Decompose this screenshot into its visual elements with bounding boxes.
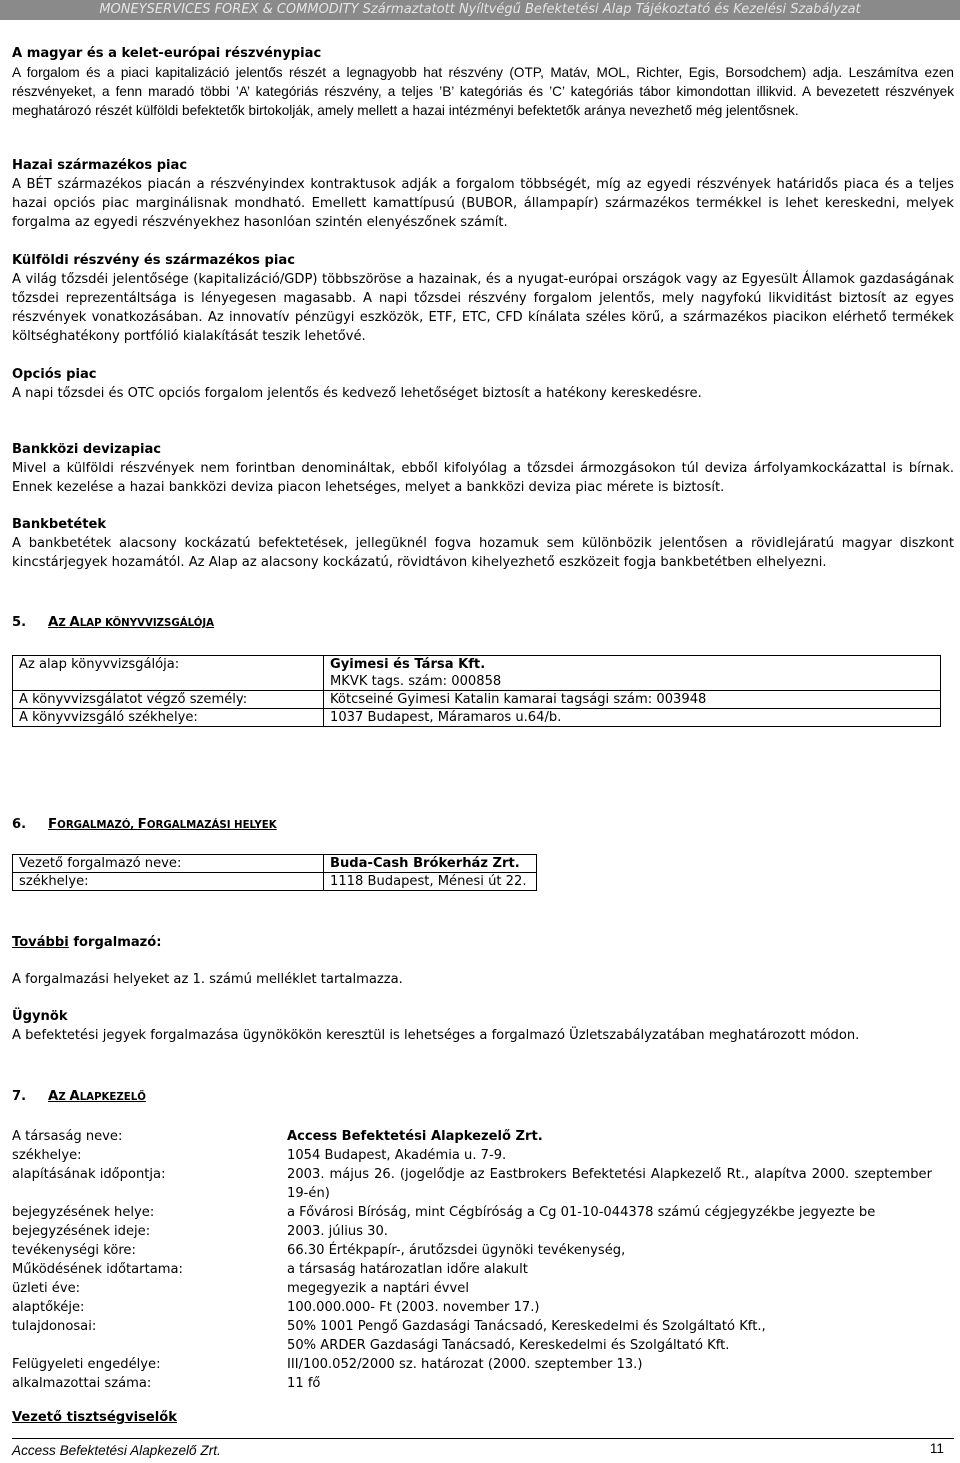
section-7-caption: AZ ALAPKEZELŐ [48, 1089, 146, 1104]
auditor-address-value: 1037 Budapest, Máramaros u.64/b. [324, 709, 941, 727]
distributor-label: Vezető forgalmazó neve: [13, 855, 324, 873]
agent-heading: Ügynök [12, 1009, 68, 1024]
auditor-address-label: A könyvvizsgáló székhelye: [13, 709, 324, 727]
officers-heading: Vezető tisztségviselők [12, 1410, 177, 1425]
audit-person-label: A könyvvizsgálatot végző személy: [13, 691, 324, 709]
table-row [13, 691, 941, 709]
heading-options-market: Opciós piac [12, 367, 97, 382]
agent-text: A befektetési jegyek forgalmazása ügynökökön keresztül is lehetséges a forgalmazó Üzletszabályzatában meghatározott módon. [12, 1028, 860, 1043]
heading-domestic-derivatives: Hazai származékos piac [12, 158, 188, 173]
section-hungarian-equity-market [12, 44, 954, 120]
section-7-number: 7. [12, 1089, 27, 1104]
table-row [13, 873, 537, 891]
section-6-number: 6. [12, 817, 27, 832]
section-bank-deposits [12, 515, 954, 572]
heading-fx-market: Bankközi devizapiac [12, 442, 162, 457]
heading-foreign-equity: Külföldi részvény és származékos piac [12, 253, 295, 268]
paragraph-fx-market: Mivel a külföldi részvények nem forintban denomináltak, ebből kifolyólag a tőzsdei ármozgásokon túl deviza árfolyamkockázattal is bírnak. Ennek kezelése a hazai bankközi deviza piacon lehetséges, melyet a bankközi deviza piac mérete is biztosít. [12, 461, 954, 495]
section-fx-market [12, 440, 954, 497]
paragraph-domestic-derivatives: A BÉT származékos piacán a részvényindex kontraktusok adják a forgalom többségét, míg az egyedi részvények határidős piaca és a teljes hazai opciós piac marginálisnak mondható. Emellett kamattípusú (BUBOR, állampapír) származékos termékkel is lehet kereskedni, melyek forgalma az egyedi részvényekhez hasonlóan szintén elenyészőnek számít. [12, 177, 954, 230]
section-7-title [12, 1087, 954, 1107]
distributor-address-label: székhelye: [13, 873, 324, 891]
paragraph-bank-deposits: A bankbetétek alacsony kockázatú befektetések, jellegüknél fogva hozamuk sem különbözik jelentősen a rövidlejáratú magyar diszkont kincstárjegyek hozamától. Az Alap az alacsony kockázatú, rövidtávon kihelyezhető eszközeit fogja bankbetétben elhelyezni. [12, 536, 954, 570]
section-foreign-equity [12, 251, 954, 346]
section-6-caption: FORGALMAZÓ, FORGALMAZÁSI HELYEK [48, 817, 277, 832]
further-distributor-text: A forgalmazási helyeket az 1. számú melléklet tartalmazza. [12, 972, 403, 987]
paragraph-options-market: A napi tőzsdei és OTC opciós forgalom jelentős és kedvező lehetőséget biztosít a hatékony kereskedésre. [12, 386, 702, 401]
auditor-membership: MKVK tags. szám: 000858 [330, 674, 502, 689]
table-row [13, 709, 941, 727]
auditor-table [12, 655, 941, 727]
footer-company: Access Befektetési Alapkezelő Zrt. [12, 1443, 221, 1458]
section-6-title [12, 815, 954, 835]
distributor-name: Buda-Cash Brókerház Zrt. [324, 855, 537, 873]
section-5-title [12, 613, 954, 633]
section-domestic-derivatives [12, 156, 954, 232]
audit-person-value: Kötcseiné Gyimesi Katalin kamarai tagsági szám: 003948 [324, 691, 941, 709]
heading-bank-deposits: Bankbetétek [12, 517, 107, 532]
distributor-table [12, 854, 537, 891]
auditor-value [324, 656, 941, 691]
footer-divider [12, 1438, 954, 1439]
running-header: MONEYSERVICES FOREX & COMMODITY Származtatott Nyíltvégű Befektetési Alap Tájékoztató és Kezelési Szabályzat [0, 0, 960, 20]
section-options-market [12, 365, 954, 403]
further-distributor-heading: További forgalmazó: [12, 935, 162, 950]
paragraph-foreign-equity: A világ tőzsdéi jelentősége (kapitalizáció/GDP) többszöröse a hazainak, és a nyugat-európai országok vagy az Egyesült Államok gazdaságának tőzsdei reprezentáltsága is lényegesen magasabb. A napi tőzsdei részvény forgalom jelentős, mely nagyfokú likviditást biztosít az egyes részvények vonatkozásában. Az innovatív pénzügyi eszközök, ETF, ETC, CFD kínálata széles körű, a származékos piacikon elérhető termékek költséghatékony portfólió kialakítását teszik lehetővé. [12, 272, 954, 344]
auditor-label: Az alap könyvvizsgálója: [13, 656, 324, 691]
auditor-name: Gyimesi és Társa Kft. [330, 657, 486, 672]
table-row [13, 656, 941, 691]
section-5-caption: AZ ALAP KÖNYVVIZSGÁLÓJA [48, 615, 215, 630]
table-row [13, 855, 537, 873]
page-number: 11 [929, 1441, 944, 1456]
heading-hungarian-equity-market: A magyar és a kelet-európai részvénypiac [12, 46, 322, 61]
section-5-number: 5. [12, 615, 27, 630]
distributor-address: 1118 Budapest, Ménesi út 22. [324, 873, 537, 891]
paragraph-hungarian-equity-market: A forgalom és a piaci kapitalizáció jelentős részét a legnagyobb hat részvény (OTP, Matáv, MOL, Richter, Egis, Borsodchem) adja. Leszámítva ezen részvényeket, a fenn maradó többi ’A’ kategóriás részvény, a teljes ’B’ kategóriás és ’C’ kategóriás tábor kimondottan illikvid. A bevezetett részvények meghatározó részét külföldi befektetők birtokolják, amely mellett a hazai intézményi befektetők aránya nevezhető még jelentősnek. [12, 65, 954, 118]
